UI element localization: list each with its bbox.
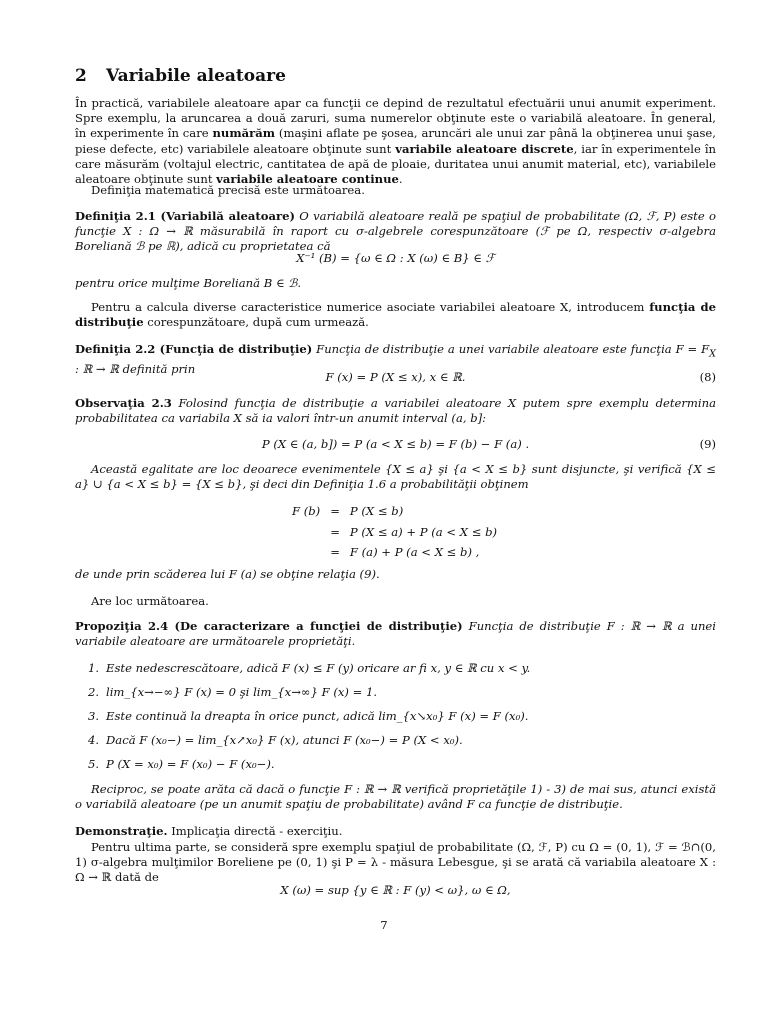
aligned-rhs: P (X ≤ b) [349,504,404,518]
property-item [88,685,716,700]
distribution-intro-text-2: corespunzătoare, după cum urmează. [143,315,369,330]
equation-9: P (X ∈ (a, b]) = P (a < X ≤ b) = F (b) − F (a) . [261,437,530,451]
definition-2-1 [75,209,716,255]
aligned-row [288,523,501,542]
definition-2-2-text: Funcţia de distribuţie a unei variabile aleatoare este funcţia F = F [316,342,710,356]
aligned-rel: = [330,524,340,539]
intro-paragraph-2: Definiţia matematică precisă este următoarea. [91,183,365,197]
equation-8-tag: (8) [699,370,716,384]
property-number: 3. [88,709,100,723]
distribution-intro-paragraph [75,300,716,330]
observation-2-3-conclusion: de unde prin scăderea lui F (a) se obţine relaţia (9). [75,567,380,581]
observation-2-3-heading: Observaţia 2.3 [75,396,172,410]
aligned-rhs: P (X ≤ a) + P (a < X ≤ b) [349,524,498,539]
distribution-intro-bold: funcţia de distribuţie [75,300,717,330]
property-number: 1. [88,661,100,675]
definition-2-2-subscript: X [709,348,716,360]
property-text: Este nedescrescătoare, adică F (x) ≤ F (y) oricare ar fi x, y ∈ ℝ cu x < y. [106,661,531,675]
property-text: lim_{x→−∞} F (x) = 0 şi lim_{x→∞} F (x) = 1. [106,685,378,699]
proposition-2-4-heading: Propoziţia 2.4 (De caracterizare a funcţiei de distribuţie) [75,619,463,633]
intro-bold-2: variabile aleatoare discrete [395,141,574,156]
aligned-rhs: F (a) + P (a < X ≤ b) , [349,545,480,559]
intro-text-2: (maşini aflate pe şosea, aruncări ale unui zar până la obţinerea unui şase, piese defecte, etc) variabilele aleatoare obţinute sunt [75,126,716,156]
section-title [75,66,716,86]
proposition-2-4 [75,619,716,649]
aligned-lhs: F (b) [292,504,321,518]
definition-2-1-after: pentru orice mulţime Boreliană B ∈ ℬ. [75,276,302,290]
property-item [88,757,716,772]
proof-heading-line [75,824,716,839]
proof-text-1: Implicaţia directă - exerciţiu. [167,824,343,838]
property-item [88,709,716,724]
intro-text-1: În practică, variabilele aleatoare apar ca funcţii ce depind de rezultatul efectuării unui anumit experiment. Spre exemplu, la aruncarea a două zaruri, suma numerelor obţinute este o variabilă aleatoare. În general, în experimente în care [75,96,716,141]
equation-8: F (x) = P (X ≤ x), x ∈ ℝ. [325,370,466,384]
aligned-rel: = [330,504,340,518]
section-title-text: Variabile aleatoare [106,66,286,86]
intro-paragraph [75,96,716,187]
definition-2-2-heading: Definiţia 2.2 (Funcţia de distribuţie) [75,342,313,356]
property-text: P (X = x₀) = F (x₀) − F (x₀−). [106,757,275,771]
distribution-intro-text-1: Pentru a calcula diverse caracteristice numerice asociate variabilei aleatoare X, introducem [91,300,650,314]
property-text: Dacă F (x₀−) = lim_{x↗x₀} F (x), atunci F (x₀−) = P (X < x₀). [106,733,463,747]
definition-2-2-text-2: : ℝ → ℝ definită prin [75,361,196,376]
aligned-rel: = [330,545,340,559]
reciproc-paragraph: Reciproc, se poate arăta că dacă o funcţie F : ℝ → ℝ verifică proprietăţile 1) - 3) de mai sus, atunci există o variabilă aleatoare (pe un anumit spaţiu de probabilitate) având F ca funcţie de distribuţie. [75,782,716,812]
property-number: 5. [88,757,100,771]
intro-bold-3: variabile aleatoare continue [216,172,399,187]
intro-text-4: . [398,172,403,187]
equation-9-tag: (9) [699,437,716,451]
observation-2-3 [75,396,716,426]
observation-2-3-text: Folosind funcţia de distribuţie a variabilei aleatoare X putem spre exemplu determina probabilitatea ca variabila X să ia valori într-un anumit interval (a, b]: [75,396,717,426]
property-number: 4. [88,733,100,747]
intro-bold-1: numărăm [212,126,276,141]
are-loc-paragraph: Are loc următoarea. [91,594,209,608]
proposition-2-4-text: Funcţia de distribuţie F : ℝ → ℝ a unei variabile aleatoare are următoarele proprietăţi. [75,619,717,649]
property-item [88,661,716,676]
definition-2-1-text: O variabilă aleatoare reală pe spaţiul de probabilitate (Ω, ℱ, P) este o funcţie X : Ω → ℝ măsurabilă în raport cu σ-algebrele corespunzătoare (ℱ pe Ω, respectiv σ-algebra Boreliană ℬ pe ℝ), adică cu proprietatea că [75,209,717,254]
intro-text-3: , iar în experimentele în care măsurăm (voltajul electric, cantitatea de apă de ploaie, duritatea unui anumit material, etc), variabilele aleatoare obţinute sunt [75,141,716,187]
definition-2-1-heading: Definiţia 2.1 (Variabilă aleatoare) [75,209,295,223]
section-number: 2 [75,66,87,86]
proof-heading: Demonstraţie. [75,824,168,838]
aligned-lhs [288,543,324,562]
aligned-row [288,543,501,562]
equation-quantile: X (ω) = sup {y ∈ ℝ : F (y) < ω}, ω ∈ Ω, [280,883,511,897]
property-text: Este continuă la dreapta în orice punct, adică lim_{x↘x₀} F (x) = F (x₀). [106,709,529,723]
page-number: 7 [380,918,388,932]
aligned-derivation [286,500,503,564]
property-item [88,733,716,748]
aligned-lhs [288,523,324,542]
proof-paragraph-2: Pentru ultima parte, se consideră spre exemplu spaţiul de probabilitate (Ω, ℱ, P) cu Ω = (0, 1), ℱ = ℬ∩(0, 1) σ-algebra mulţimilor Boreliene pe (0, 1) şi P = λ - măsura Lebesgue, şi se arată că variabila aleatoare X : Ω → ℝ dată de [75,840,716,885]
observation-2-3-paragraph-2: Această egalitate are loc deoarece evenimentele {X ≤ a} şi {a < X ≤ b} sunt disjuncte, şi verifică {X ≤ a} ∪ {a < X ≤ b} = {X ≤ b}, şi deci din Definiţia 1.6 a probabilităţii obţinem [75,462,716,492]
aligned-row [288,502,501,521]
property-number: 2. [88,685,100,699]
equation-preimage: X⁻¹ (B) = {ω ∈ Ω : X (ω) ∈ B} ∈ ℱ [296,251,495,265]
